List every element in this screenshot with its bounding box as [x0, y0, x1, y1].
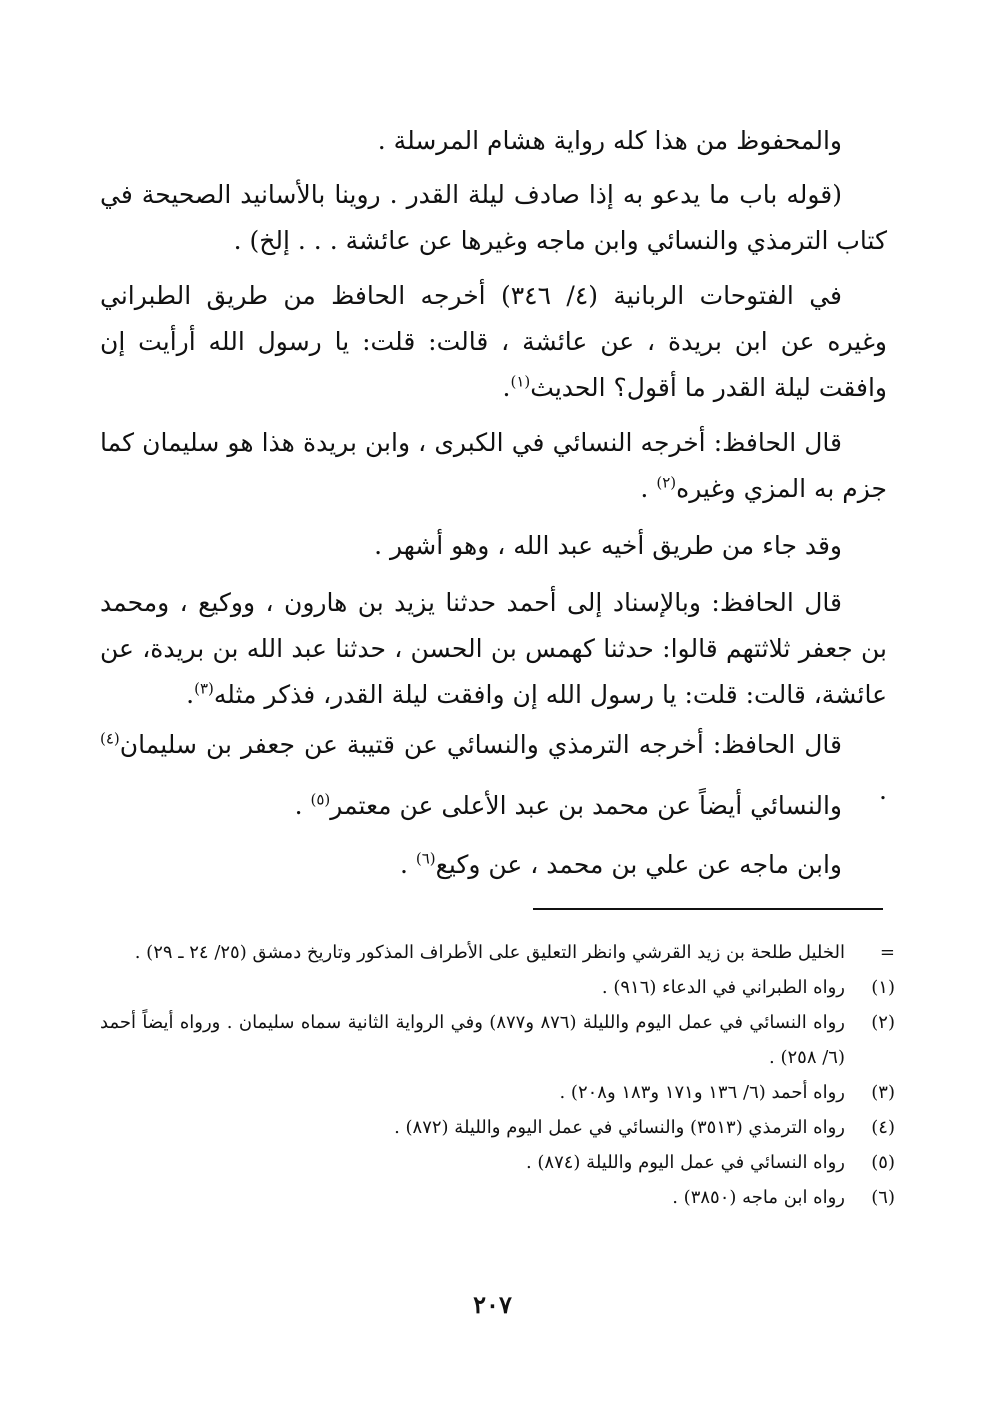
footnote-5: [100, 1145, 895, 1180]
body-paragraph-5: [100, 523, 887, 569]
paragraph-end-mark: .: [879, 776, 887, 805]
paragraph-end-mark: .: [294, 791, 311, 820]
footnote-2: [100, 1005, 895, 1075]
footnote-6: [100, 1180, 895, 1215]
paragraph-end-mark: .: [502, 373, 511, 402]
footnote-ref-1[interactable]: (١): [510, 372, 531, 391]
body-paragraph-2: [100, 172, 887, 264]
footnote-ref-2[interactable]: (٢): [656, 473, 677, 492]
paragraph-text: [100, 273, 887, 411]
footnote-ref-3[interactable]: (٣): [194, 679, 214, 698]
paragraph-text-main: في الفتوحات الربانية (٤/ ٣٤٦) أخرجه الحافظ من طريق الطبراني وغيره عن ابن بريدة ، عن عائشة ، قالت: قلت: يا رسول الله أرأيت إن وافقت ليلة القدر ما أقول؟ الحديث: [100, 281, 887, 402]
body-paragraph-9: [100, 842, 887, 888]
footnotes-section: [100, 935, 895, 1215]
footnote-3: [100, 1075, 895, 1110]
footnote-number: (٤): [871, 1117, 895, 1138]
paragraph-text-main: قال الحافظ: أخرجه النسائي في الكبرى ، وابن بريدة هذا هو سليمان كما جزم به المزي وغيره: [100, 428, 887, 503]
footnote-number: (٥): [871, 1152, 895, 1173]
paragraph-end-mark: .: [399, 850, 416, 879]
footnote-text: رواه ابن ماجه (٣٨٥٠) .: [672, 1187, 845, 1208]
footnote-4: [100, 1110, 895, 1145]
paragraph-text-main: وابن ماجه عن علي بن محمد ، عن وكيع: [435, 850, 842, 879]
footnote-number: (١): [871, 977, 895, 998]
body-paragraph-4: [100, 420, 887, 512]
paragraph-text: وقد جاء من طريق أخيه عبد الله ، وهو أشهر .: [374, 531, 842, 560]
footnote-ref-6[interactable]: (٦): [415, 849, 436, 868]
footnote-text: رواه الترمذي (٣٥١٣) والنسائي في عمل اليوم والليلة (٨٧٢) .: [394, 1117, 845, 1138]
paragraph-text-main: قال الحافظ: أخرجه الترمذي والنسائي عن قتيبة عن جعفر بن سليمان: [119, 730, 842, 759]
paragraph-text: والمحفوظ من هذا كله رواية هشام المرسلة .: [377, 126, 842, 155]
paragraph-end-mark: .: [186, 680, 195, 709]
paragraph-text: [100, 842, 887, 888]
footnote-text: رواه الطبراني في الدعاء (٩١٦) .: [601, 977, 845, 998]
paragraph-text: [100, 580, 887, 718]
page-number: ٢٠٧: [473, 1290, 512, 1319]
footnote-divider: [533, 908, 883, 910]
footnote-number: (٣): [871, 1082, 895, 1103]
body-paragraph-3: [100, 273, 887, 411]
body-paragraph-6: [100, 580, 887, 718]
paragraph-text-main: قال الحافظ: وبالإسناد إلى أحمد حدثنا يزيد بن هارون ، ووكيع ، ومحمد بن جعفر ثلاثتهم قالوا: حدثنا كهمس بن الحسن ، حدثنا عبد الله بن بريدة، عن عائشة، قالت: قلت: يا رسول الله إن وافقت ليلة القدر، فذكر مثله: [100, 588, 887, 709]
paragraph-text: (قوله باب ما يدعو به إذا صادف ليلة القدر . روينا بالأسانيد الصحيحة في كتاب الترمذي والنسائي وابن ماجه وغيرها عن عائشة . . . إلخ) .: [100, 180, 887, 255]
paragraph-text: [100, 420, 887, 512]
footnote-1: [100, 970, 895, 1005]
footnote-continuation: [100, 935, 895, 970]
paragraph-end-mark: .: [640, 474, 657, 503]
body-paragraph-8: [100, 783, 887, 829]
footnote-text: رواه النسائي في عمل اليوم والليلة (٨٧٤) .: [525, 1152, 845, 1173]
footnote-number: (٦): [871, 1187, 895, 1208]
body-paragraph-1: [100, 118, 887, 164]
continuation-marker: =: [879, 942, 895, 963]
footnote-text: الخليل طلحة بن زيد القرشي وانظر التعليق على الأطراف المذكور وتاريخ دمشق (٢٥/ ٢٤ ـ ٢٩) .: [134, 942, 845, 963]
footnote-text: رواه أحمد (٦/ ١٣٦ و١٧١ و١٨٣ و٢٠٨) .: [559, 1082, 845, 1103]
footnote-ref-5[interactable]: (٥): [310, 790, 331, 809]
footnote-ref-4[interactable]: (٤): [100, 729, 120, 748]
footnote-text: رواه النسائي في عمل اليوم والليلة (٨٧٦ و٨٧٧) وفي الرواية الثانية سماه سليمان . ورواه أيضاً أحمد (٦/ ٢٥٨) .: [100, 1012, 845, 1068]
paragraph-text-main: والنسائي أيضاً عن محمد بن عبد الأعلى عن معتمر: [330, 791, 842, 820]
footnote-number: (٢): [871, 1012, 895, 1033]
paragraph-text: [100, 783, 887, 829]
